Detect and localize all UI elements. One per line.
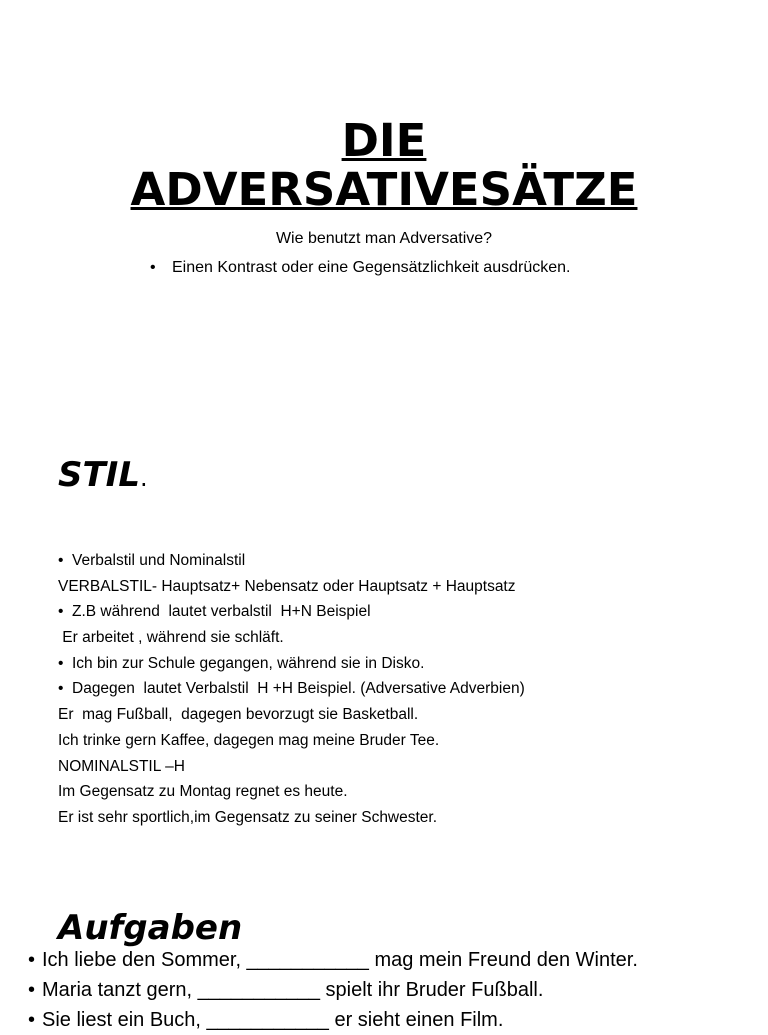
task-item: • Ich liebe den Sommer, ___________ mag mein Freund den Winter. bbox=[28, 945, 638, 975]
subtitle: Wie benutzt man Adversative? bbox=[275, 230, 493, 247]
stil-line: • Verbalstil und Nominalstil bbox=[58, 548, 525, 574]
stil-line: Er mag Fußball, dagegen bevorzugt sie Basketball. bbox=[58, 706, 419, 724]
stil-line: Ich trinke gern Kaffee, dagegen mag meine Bruder Tee. bbox=[58, 731, 440, 749]
task-item: • Sie liest ein Buch, ___________ er sieht einen Film. bbox=[28, 1005, 638, 1035]
stil-heading-suffix: . bbox=[140, 464, 148, 492]
stil-line: • Z.B während lautet verbalstil H+N Beispiel bbox=[58, 599, 525, 625]
stil-line: • Dagegen lautet Verbalstil H +H Beispiel. (Adversative Adverbien) bbox=[58, 676, 525, 702]
stil-line: VERBALSTIL- Hauptsatz+ Nebensatz oder Hauptsatz + Hauptsatz bbox=[58, 577, 516, 595]
stil-line: Er arbeitet , während sie schläft. bbox=[58, 629, 284, 647]
task-list bbox=[28, 945, 638, 1035]
stil-line: • Ich bin zur Schule gegangen, während sie in Disko. bbox=[58, 651, 525, 677]
stil-heading bbox=[58, 455, 148, 495]
stil-heading-text: STIL bbox=[58, 455, 140, 495]
task-item: • Maria tanzt gern, ___________ spielt ihr Bruder Fußball. bbox=[28, 975, 638, 1005]
title-line-2: ADVERSATIVESÄTZE bbox=[130, 163, 638, 216]
aufgaben-heading: Aufgaben bbox=[58, 908, 243, 948]
bullet-icon: • bbox=[150, 259, 156, 276]
stil-line: NOMINALSTIL –H bbox=[58, 757, 185, 775]
page-title bbox=[0, 116, 768, 214]
lead-bullet bbox=[150, 259, 570, 277]
title-line-1: DIE bbox=[341, 114, 427, 167]
stil-body bbox=[58, 548, 525, 831]
stil-line: Er ist sehr sportlich,im Gegensatz zu seiner Schwester. bbox=[58, 808, 438, 826]
lead-bullet-text: Einen Kontrast oder eine Gegensätzlichkeit ausdrücken. bbox=[172, 259, 571, 276]
stil-line: Im Gegensatz zu Montag regnet es heute. bbox=[58, 783, 348, 801]
